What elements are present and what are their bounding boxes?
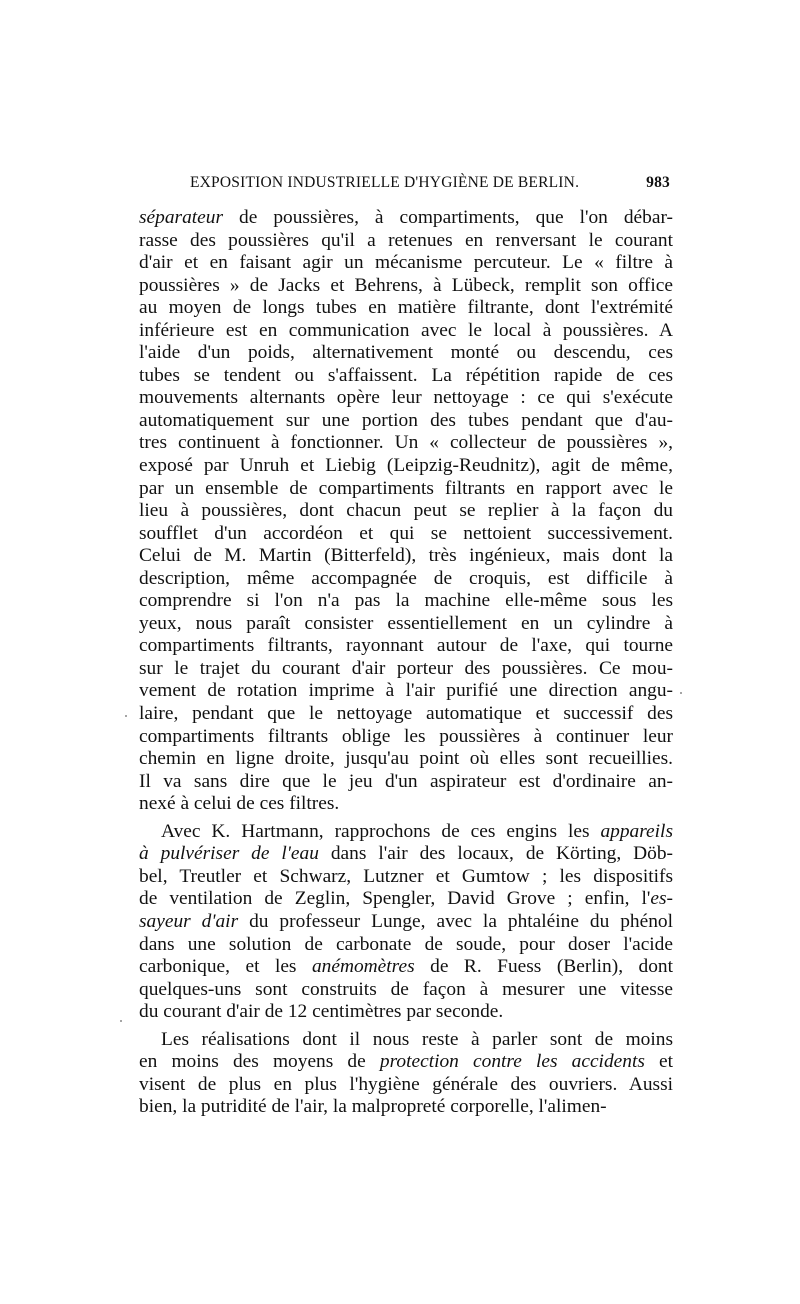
text-line — [139, 1029, 673, 1052]
text-line — [139, 230, 673, 253]
roman-text: description, même accompagnée de croquis, est difficile à — [139, 567, 673, 589]
roman-text: l'aide d'un poids, alternativement monté ou descendu, ces — [139, 342, 673, 364]
text-line — [139, 911, 673, 934]
roman-text: poussières » de Jacks et Behrens, à Lübeck, remplit son office — [139, 274, 673, 296]
roman-text: du courant d'air de 12 centimètres par seconde. — [139, 1001, 504, 1023]
text-line — [139, 320, 673, 343]
body-text — [139, 207, 673, 1119]
roman-text: de poussières, à compartiments, que l'on débar- — [223, 207, 673, 228]
gutter-speck — [680, 692, 682, 694]
roman-text: mouvements alternants opère leur nettoyage : ce qui s'exécute — [139, 387, 673, 409]
roman-text: exposé par Unruh et Liebig (Leipzig-Reudnitz), agit de même, — [139, 455, 673, 477]
roman-text: bien, la putridité de l'air, la malpropreté corporelle, l'alimen- — [139, 1096, 607, 1118]
gutter-speck — [125, 715, 127, 717]
roman-text: inférieure est en communication avec le local à poussières. A — [139, 319, 673, 341]
roman-text: vement de rotation imprime à l'air purifié une direction angu- — [139, 680, 673, 702]
text-line — [139, 207, 673, 230]
text-line — [139, 1001, 673, 1024]
roman-text: automatiquement sur une portion des tubes pendant que d'au- — [139, 409, 673, 431]
text-line — [139, 703, 673, 726]
text-line — [139, 432, 673, 455]
roman-text: d'air et en faisant agir un mécanisme percuteur. Le « filtre à — [139, 252, 673, 274]
roman-text: chemin en ligne droite, jusqu'au point où elles sont recueillies. — [139, 748, 673, 770]
text-line — [139, 342, 673, 365]
text-line — [139, 821, 673, 844]
text-line — [139, 635, 673, 658]
gutter-speck — [120, 1020, 122, 1022]
roman-text: yeux, nous paraît consister essentiellement en un cylindre à — [139, 612, 673, 634]
text-line — [139, 771, 673, 794]
italic-text: anémomètres — [311, 956, 415, 978]
text-line — [139, 500, 673, 523]
text-line — [139, 956, 673, 979]
roman-text: tubes se tendent ou s'affaissent. La répétition rapide de ces — [139, 364, 673, 386]
roman-text: rasse des poussières qu'il a retenues en renversant le courant — [139, 229, 673, 251]
text-line — [139, 726, 673, 749]
italic-text: protection contre les accidents — [379, 1051, 645, 1073]
roman-text: comprendre si l'on n'a pas la machine elle-même sous les — [139, 590, 673, 612]
paragraph — [139, 821, 673, 1024]
text-line — [139, 658, 673, 681]
roman-text: nexé à celui de ces filtres. — [139, 793, 340, 815]
text-line — [139, 934, 673, 957]
text-line — [139, 387, 673, 410]
roman-text: compartiments filtrants oblige les poussières à continuer leur — [139, 725, 673, 747]
text-line — [139, 590, 673, 613]
text-line — [139, 888, 673, 911]
roman-text: de ventilation de Zeglin, Spengler, David Grove ; enfin, l' — [139, 888, 651, 910]
roman-text: soufflet d'un accordéon et qui se nettoient successivement. — [139, 522, 673, 544]
roman-text: carbonique, et les — [139, 956, 312, 978]
roman-text: Celui de M. Martin (Bitterfeld), très ingénieux, mais dont la — [139, 545, 673, 567]
roman-text: dans une solution de carbonate de soude, pour doser l'acide — [139, 933, 673, 955]
text-line — [139, 523, 673, 546]
roman-text: en moins des moyens de — [139, 1051, 380, 1073]
italic-text: séparateur — [139, 207, 224, 228]
italic-text: appareils — [600, 820, 673, 842]
roman-text: laire, pendant que le nettoyage automatique et successif des — [139, 703, 673, 725]
text-line — [139, 545, 673, 568]
text-line — [139, 297, 673, 320]
roman-text: visent de plus en plus l'hygiène générale des ouvriers. Aussi — [139, 1073, 673, 1095]
text-line — [139, 680, 673, 703]
text-line — [139, 478, 673, 501]
text-line — [139, 866, 673, 889]
roman-text: par un ensemble de compartiments filtrants en rapport avec le — [139, 477, 673, 499]
text-line — [139, 793, 673, 816]
roman-text: et — [644, 1051, 674, 1073]
text-line — [139, 1051, 673, 1074]
text-line — [139, 568, 673, 591]
italic-text: es- — [650, 888, 673, 910]
text-line — [139, 979, 673, 1002]
roman-text: bel, Treutler et Schwarz, Lutzner et Gumtow ; les dispositifs — [139, 865, 673, 887]
running-header — [190, 174, 670, 198]
roman-text: du professeur Lunge, avec la phtaléine du phénol — [238, 910, 674, 932]
roman-text: de R. Fuess (Berlin), dont — [414, 956, 673, 978]
running-title: EXPOSITION INDUSTRIELLE D'HYGIÈNE DE BERLIN. — [190, 174, 580, 191]
text-line — [139, 252, 673, 275]
paragraph — [139, 207, 673, 816]
roman-text: dans l'air des locaux, de Körting, Döb- — [318, 843, 673, 865]
text-line — [139, 275, 673, 298]
page-number: 983 — [646, 174, 670, 191]
text-line — [139, 1074, 673, 1097]
roman-text: sur le trajet du courant d'air porteur des poussières. Ce mou- — [139, 657, 673, 679]
roman-text: quelques-uns sont construits de façon à mesurer une vitesse — [139, 978, 673, 1000]
roman-text: Avec K. Hartmann, rapprochons de ces engins les — [161, 820, 601, 842]
text-line — [139, 1096, 673, 1119]
italic-text: sayeur d'air — [139, 910, 239, 932]
roman-text: compartiments filtrants, rayonnant autour de l'axe, qui tourne — [139, 635, 673, 657]
roman-text: Les réalisations dont il nous reste à parler sont de moins — [161, 1028, 673, 1050]
paragraph — [139, 1029, 673, 1119]
text-line — [139, 748, 673, 771]
text-line — [139, 613, 673, 636]
text-line — [139, 365, 673, 388]
text-line — [139, 455, 673, 478]
roman-text: lieu à poussières, dont chacun peut se replier à la façon du — [139, 500, 673, 522]
italic-text: à pulvériser de l'eau — [139, 843, 319, 865]
text-line — [139, 410, 673, 433]
roman-text: Il va sans dire que le jeu d'un aspirateur est d'ordinaire an- — [139, 770, 673, 792]
text-line — [139, 843, 673, 866]
roman-text: au moyen de longs tubes en matière filtrante, dont l'extrémité — [139, 297, 673, 319]
roman-text: tres continuent à fonctionner. Un « collecteur de poussières », — [139, 432, 673, 454]
